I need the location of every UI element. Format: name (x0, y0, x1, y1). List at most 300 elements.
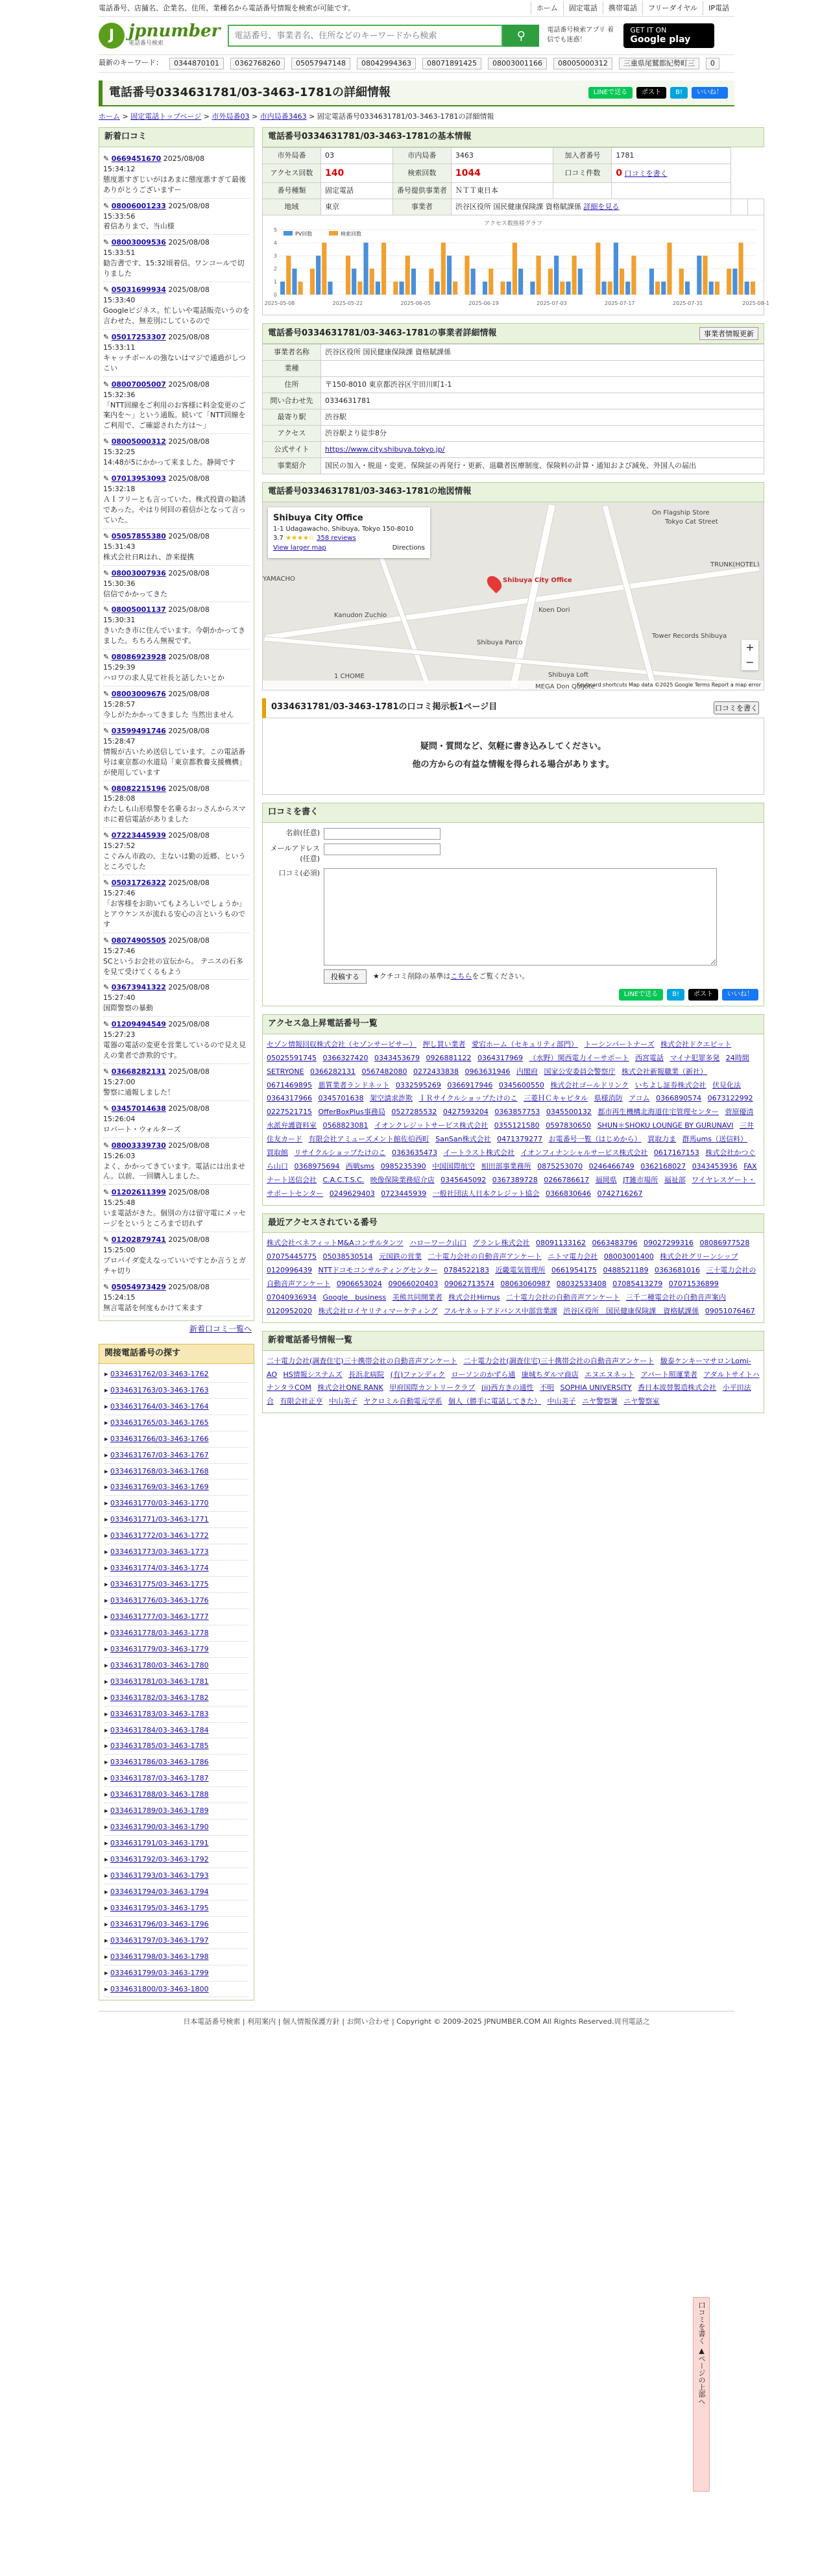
comment-icon: ✎ (103, 690, 112, 698)
link-list-item[interactable]: ニトマ電力会社 (548, 1252, 598, 1261)
related-number-link[interactable]: 0334631791/03-3463-1791 (110, 1839, 209, 1848)
comment-number-link[interactable]: 08005001137 (111, 605, 166, 614)
link-list-item[interactable]: 株式会社ロイヤリティマーケティング (318, 1306, 438, 1315)
link-list-item[interactable]: 0568823081 (322, 1121, 368, 1130)
business-value: 0334631781 (321, 393, 764, 409)
link-list-item[interactable]: 08003001400 (603, 1252, 654, 1261)
link-list-item[interactable]: 駿泰ケンキーマサロンLomi-AO (267, 1356, 751, 1379)
chart-bar (572, 256, 577, 295)
link-list-item[interactable]: 三菱ＨＣキャピタル (524, 1094, 588, 1103)
link-list-item[interactable]: 二十電力会社(調査住宅)三十携帯会社の自動音声アンケート (463, 1356, 655, 1365)
link-list-item[interactable]: OfferBoxPlus事務局 (318, 1108, 385, 1117)
link-list-item[interactable]: 0906653024 (336, 1280, 382, 1289)
link-list-item[interactable]: ハローワーク山口 (409, 1239, 467, 1248)
link-list-item[interactable]: エヌエヌネット (585, 1370, 635, 1379)
related-number-link[interactable]: 0334631779/03-3463-1779 (110, 1644, 209, 1653)
related-number-link[interactable]: 0334631776/03-3463-1776 (110, 1596, 209, 1605)
link-list-item[interactable]: 0784522183 (443, 1266, 489, 1275)
view-larger-map-link[interactable]: View larger map (273, 544, 326, 552)
link-list-item[interactable]: 0471379277 (497, 1135, 543, 1144)
related-number-item (104, 1836, 248, 1852)
link-list-item[interactable]: 05025591745 (267, 1053, 317, 1062)
comment-number-link[interactable]: 03599491746 (111, 726, 166, 735)
link-list-item[interactable]: 0345645092 (441, 1175, 487, 1184)
comment-number-link[interactable]: 07013953093 (111, 474, 166, 483)
link-list-item[interactable]: 07085413279 (612, 1280, 663, 1289)
comment-time: 15:28:57 (103, 699, 136, 709)
comment-number-link[interactable]: 08003339730 (111, 1141, 166, 1150)
directions-link[interactable]: Directions (392, 544, 425, 552)
related-number-item (104, 1625, 248, 1642)
comment-number-link[interactable]: 08003009536 (111, 238, 166, 247)
top-nav-item[interactable]: フリーダイヤル (642, 1, 703, 16)
zoom-out-icon[interactable]: − (745, 656, 755, 669)
link-list-item[interactable]: アパート照運業者 (640, 1370, 697, 1379)
link-list-item[interactable]: 0345500132 (546, 1108, 592, 1117)
link-list-item[interactable]: 不明 (540, 1383, 555, 1392)
related-number-link[interactable]: 0334631798/03-3463-1798 (110, 1952, 209, 1961)
link-list-item[interactable]: 三井住友カード (267, 1121, 754, 1144)
related-number-link[interactable]: 0334631766/03-3463-1766 (110, 1434, 209, 1443)
link-list-item[interactable]: 映像保険業務紹介店 (370, 1175, 435, 1184)
email-input[interactable] (324, 844, 441, 855)
link-list-item[interactable]: JT雑市場所 (623, 1175, 658, 1184)
link-list-item[interactable]: 0673122992 (707, 1094, 753, 1103)
link-list-item[interactable]: 福岡県 (595, 1175, 617, 1184)
related-number-link[interactable]: 0334631773/03-3463-1773 (110, 1548, 209, 1557)
link-list-item[interactable]: 三千二種電会社の自動音声案内 (625, 1293, 726, 1302)
link-list-item[interactable]: 0875253070 (537, 1161, 583, 1171)
related-number-link[interactable]: 0334631781/03-3463-1781 (110, 1677, 209, 1686)
link-list-item[interactable]: 0367389728 (492, 1175, 538, 1184)
link-list-item[interactable]: 0246466749 (588, 1161, 634, 1171)
link-list-item[interactable]: 買取力ま (647, 1135, 677, 1144)
related-number-link[interactable]: 0334631763/03-3463-1763 (110, 1385, 209, 1394)
link-list-item[interactable]: SHUN＊SHOKU LOUNGE BY GURUNAVI (597, 1121, 734, 1130)
link-list-item[interactable]: FAXナート送信会社 (267, 1161, 757, 1184)
related-number-link[interactable]: 0334631775/03-3463-1775 (110, 1580, 209, 1589)
site-logo[interactable] (99, 23, 220, 49)
link-list-item[interactable]: 株式会社グリーンシップ (660, 1252, 738, 1261)
link-list-item[interactable]: 0362168027 (640, 1161, 686, 1171)
search-input[interactable] (228, 25, 503, 47)
comment-number-link[interactable]: 08074905505 (111, 936, 166, 945)
link-list-item[interactable]: 株式会社ドクエビット (660, 1039, 732, 1049)
map-zoom-controls[interactable] (742, 640, 758, 670)
link-list-item[interactable]: 渋谷区役所 国民健康保険課 資格賦課係 (563, 1306, 699, 1315)
link-list-item[interactable]: 長浜北病院 (348, 1370, 385, 1379)
related-number-link[interactable]: 0334631769/03-3463-1769 (110, 1483, 209, 1492)
deletion-policy-link[interactable]: こちら (450, 971, 472, 980)
comment-text: 信信でかかってきた (103, 589, 167, 598)
related-number-link[interactable]: 0334631782/03-3463-1782 (110, 1693, 209, 1702)
link-list-item[interactable]: 0343453936 (692, 1161, 738, 1171)
link-list-item[interactable]: 08032533408 (556, 1280, 607, 1289)
related-number-link[interactable]: 0334631786/03-3463-1786 (110, 1758, 209, 1767)
link-list-item[interactable]: ニヤ警察署 (582, 1397, 618, 1406)
official-site-link[interactable]: https://www.city.shibuya.tokyo.jp/ (325, 444, 445, 454)
link-list-item[interactable]: ワイヤレスゲート・サポートセンター (267, 1175, 756, 1198)
link-list-item[interactable]: 0488521189 (603, 1266, 649, 1275)
link-list-item[interactable]: 0120952020 (267, 1306, 312, 1315)
google-map[interactable] (262, 502, 764, 690)
link-list-item[interactable]: Google business (322, 1293, 387, 1302)
chart-bar (530, 282, 535, 295)
link-list-item[interactable]: リサイクルショップたけのこ (294, 1148, 386, 1158)
comment-item (103, 933, 250, 980)
comment-number-link[interactable]: 05031699934 (111, 286, 166, 295)
info-key: 口コミ件数 (553, 164, 612, 182)
link-list-item[interactable]: セゾン情報回収株式会社（セゾンサービサー） (267, 1039, 416, 1049)
link-list-item[interactable]: 株式会社ベネフィットM&Aコンサルタンツ (267, 1239, 404, 1248)
chart-bar (745, 282, 749, 295)
link-list-item[interactable]: 09051076467 (705, 1306, 755, 1315)
comment-number-link[interactable]: 01209494549 (111, 1020, 166, 1029)
link-list-item[interactable]: 0363635473 (391, 1148, 437, 1158)
basic-info-table (262, 147, 764, 215)
link-list-item[interactable]: 株式会社Hirnus (448, 1293, 500, 1302)
link-list-item[interactable]: 0985235390 (380, 1161, 426, 1171)
link-list-item[interactable]: アダルトサイトハナンタラCOM (267, 1370, 760, 1392)
link-list-item[interactable]: 香日本波替製造株式会社 (638, 1383, 717, 1392)
comment-text: ハロワの求人見て社長と話したいとか (103, 674, 224, 683)
link-list-item[interactable]: 09062713574 (444, 1280, 494, 1289)
comment-number-link[interactable]: 08086923928 (111, 653, 166, 662)
map-pin-icon[interactable] (484, 573, 504, 593)
comment-number-link[interactable]: 03457014638 (111, 1104, 166, 1113)
link-list-item[interactable]: 二十電力会社(調査住宅)三十携帯会社の自動音声アンケート (267, 1356, 457, 1365)
related-number-link[interactable]: 0334631777/03-3463-1777 (110, 1612, 209, 1621)
reviews-link[interactable]: 358 reviews (317, 535, 356, 542)
comment-date: 2025/08/08 (165, 983, 210, 992)
link-list-item[interactable]: 株式会社ONE RANK (317, 1383, 383, 1392)
comment-item (103, 687, 250, 723)
link-list-item[interactable]: 株式会社新報職業（新社） (622, 1067, 708, 1076)
comment-time: 15:33:51 (103, 249, 136, 258)
link-list-item[interactable]: 0368975694 (294, 1161, 340, 1171)
link-list-item[interactable]: ＩＲサイクルショップたけのこ (418, 1094, 518, 1103)
related-number-link[interactable]: 0334631785/03-3463-1785 (110, 1742, 209, 1751)
link-list-item[interactable]: 押し買い業者 (422, 1039, 466, 1049)
link-list-item[interactable]: 09066020403 (388, 1280, 439, 1289)
related-number-link[interactable]: 0334631784/03-3463-1784 (110, 1725, 209, 1734)
zoom-in-icon[interactable]: + (745, 641, 755, 654)
related-number-link[interactable]: 0334631788/03-3463-1788 (110, 1790, 209, 1799)
link-list-item[interactable]: 08063060987 (500, 1280, 551, 1289)
related-number-link[interactable]: 0334631787/03-3463-1787 (110, 1774, 209, 1783)
link-list-item[interactable]: 三十電力会社の自動音声アンケート (267, 1266, 756, 1289)
link-list-item[interactable]: 0343453679 (374, 1053, 420, 1062)
search-button[interactable] (503, 25, 539, 47)
comment-number-link[interactable]: 07223445939 (111, 831, 166, 840)
link-list-item[interactable]: 株式会社かつぐら山口 (267, 1148, 756, 1171)
keyword-item[interactable]: 08042994363 (357, 58, 416, 69)
link-list-item[interactable]: 07040936934 (267, 1293, 317, 1302)
link-list-item[interactable]: 0723445939 (381, 1189, 427, 1198)
link-list-item[interactable]: 近畿電気管理所 (495, 1266, 546, 1275)
keyword-item[interactable]: 0362768260 (230, 58, 285, 69)
keyword-item[interactable]: 08005000312 (553, 58, 612, 69)
link-list-item[interactable]: 菅原優清水派弁護資料室 (267, 1108, 754, 1130)
comment-number-link[interactable]: 0669451670 (111, 154, 162, 163)
link-list-item[interactable]: 0671469895 (267, 1080, 312, 1089)
link-list-panel (262, 1014, 764, 1206)
comment-number-link[interactable]: 03668282131 (111, 1067, 166, 1076)
update-business-button[interactable]: 事業者情報更新 (699, 327, 758, 340)
link-list-item[interactable]: SOPHIA UNIVERSITY (560, 1383, 632, 1392)
related-number-link[interactable]: 0334631778/03-3463-1778 (110, 1628, 209, 1637)
link-list-item[interactable]: 相田部事業務所 (481, 1161, 531, 1171)
related-number-link[interactable]: 0334631790/03-3463-1790 (110, 1823, 209, 1832)
detail-link[interactable]: 詳細を見る (583, 202, 620, 211)
breadcrumb-item[interactable]: 固定電話トップページ (130, 112, 202, 121)
link-list-item[interactable]: 0661954175 (551, 1266, 597, 1275)
link-list-item[interactable]: 0427593204 (442, 1108, 489, 1117)
line-share-button[interactable]: LINEで送る (619, 989, 663, 1001)
link-list-item[interactable]: SanSan株式会社 (435, 1135, 491, 1144)
link-list-item[interactable]: 内閣府 (516, 1067, 538, 1076)
link-list-item[interactable]: 0617167153 (653, 1148, 699, 1158)
related-number-link[interactable]: 0334631770/03-3463-1770 (110, 1499, 209, 1508)
related-number-link[interactable]: 0334631768/03-3463-1768 (110, 1466, 209, 1476)
link-list-item[interactable]: 0120996439 (267, 1266, 312, 1275)
related-number-link[interactable]: 0334631796/03-3463-1796 (110, 1919, 209, 1928)
top-bar (99, 0, 734, 17)
link-list-item[interactable]: 0332595269 (395, 1080, 441, 1089)
link-list-item[interactable]: 09027299316 (643, 1239, 694, 1248)
link-list-item[interactable]: 中山美子 (547, 1397, 576, 1406)
related-number-link[interactable]: 0334631793/03-3463-1793 (110, 1871, 209, 1880)
related-number-link[interactable]: 0334631774/03-3463-1774 (110, 1564, 209, 1573)
link-list-item[interactable]: (ii)西方きの通性 (481, 1383, 534, 1392)
comment-number-link[interactable]: 01202879741 (111, 1235, 166, 1245)
submit-button[interactable]: 投稿する (324, 969, 367, 984)
link-list-item[interactable]: トーシンパートナーズ (584, 1039, 655, 1049)
map-pin-label: Shibuya City Office (503, 576, 572, 584)
link-list-item[interactable]: 0366282131 (310, 1067, 356, 1076)
facebook-like-button[interactable]: いいね！ (692, 87, 728, 99)
link-list-item[interactable]: 0742716267 (597, 1189, 643, 1198)
link-list-item[interactable]: 西戦sms (346, 1161, 375, 1171)
related-number-item (104, 1399, 248, 1415)
related-number-link[interactable]: 0334631794/03-3463-1794 (110, 1887, 209, 1896)
link-list-item[interactable]: 0366917946 (447, 1080, 493, 1089)
link-list-item[interactable]: 架空請求詐欺 (370, 1094, 413, 1103)
link-list-item[interactable]: 0272433838 (413, 1067, 459, 1076)
review-textarea[interactable] (324, 868, 717, 966)
link-list-item[interactable]: 0355121580 (494, 1121, 540, 1130)
link-list-item[interactable]: 08086977528 (699, 1239, 750, 1248)
write-review-link[interactable]: 口コミを書く (624, 169, 668, 178)
link-list-item[interactable]: 07075445775 (267, 1252, 317, 1261)
related-number-item (104, 1933, 248, 1949)
top-nav-item[interactable]: 固定電話 (563, 1, 603, 16)
link-list-item[interactable]: 0366830646 (545, 1189, 591, 1198)
link-list-item[interactable]: 美熊共同開業者 (392, 1293, 442, 1302)
comment-number-link[interactable]: 08006001233 (111, 201, 166, 210)
link-list-item[interactable]: 買取館 (267, 1148, 288, 1158)
comment-number-link[interactable]: 01202611399 (111, 1188, 166, 1197)
comment-number-link[interactable]: 05057855380 (111, 531, 166, 541)
link-list-item[interactable]: 県様消防 (594, 1094, 623, 1103)
keyword-item[interactable]: 三重県尾鷲都紀勢町三 (619, 58, 699, 69)
comment-number-link[interactable]: 03673941322 (111, 983, 166, 992)
link-list-item[interactable]: 株式会社ゴールドリンク (550, 1080, 629, 1089)
link-list-item[interactable]: 元国鉄の営業 (378, 1252, 422, 1261)
link-list-item[interactable]: 05038530514 (322, 1252, 373, 1261)
link-list-item[interactable]: 0527285532 (391, 1108, 437, 1117)
link-list-item[interactable]: 国家公安委員会警察庁 (544, 1067, 616, 1076)
x-post-button[interactable]: ポスト (636, 87, 666, 99)
top-nav-item[interactable]: ホーム (531, 1, 563, 16)
facebook-like-button[interactable]: いいね！ (722, 989, 758, 1001)
related-number-link[interactable]: 0334631797/03-3463-1797 (110, 1936, 209, 1945)
comment-number-link[interactable]: 05054973429 (111, 1282, 166, 1291)
link-list-item[interactable]: マイナ犯罪多発 (670, 1053, 720, 1062)
comment-number-link[interactable]: 05017253307 (111, 332, 166, 341)
name-input[interactable] (324, 828, 441, 840)
hatena-button[interactable]: B! (670, 87, 688, 99)
link-list-item[interactable]: アコム (629, 1094, 650, 1103)
link-list-item[interactable]: 0363857753 (494, 1108, 540, 1117)
related-number-link[interactable]: 0334631799/03-3463-1799 (110, 1968, 209, 1977)
link-list-item[interactable]: 0597830650 (546, 1121, 592, 1130)
keyword-item[interactable]: 0344870101 (169, 58, 224, 69)
keyword-item[interactable]: 08003001166 (488, 58, 547, 69)
link-list-item[interactable]: 0963631946 (465, 1067, 511, 1076)
link-list-item[interactable]: イオンクレジットサービス株式会社 (374, 1121, 489, 1130)
keyword-item[interactable]: 0 (706, 58, 719, 69)
link-list-item[interactable]: 愛宕ホーム（セキュリティ部門） (472, 1039, 578, 1049)
link-list-item[interactable]: 福祉部 (664, 1175, 686, 1184)
link-list-item[interactable]: 康城ちダルマ商店 (521, 1370, 579, 1379)
link-list-item[interactable]: お電番号一覧（はじめから） (548, 1135, 642, 1144)
line-share-button[interactable]: LINEで送る (588, 87, 633, 99)
related-number-link[interactable]: 0334631772/03-3463-1772 (110, 1531, 209, 1540)
link-list-item[interactable]: 07071536899 (668, 1280, 719, 1289)
link-list-item[interactable]: 一般社団法人日本クレジット協会 (432, 1189, 540, 1198)
link-list-item[interactable]: 0364317969 (477, 1053, 523, 1062)
link-list-item[interactable]: ローソンのかずら通 (451, 1370, 516, 1379)
link-list-item[interactable]: グランレ株式会社 (472, 1239, 530, 1248)
related-number-link[interactable]: 0334631800/03-3463-1800 (110, 1984, 209, 1993)
link-list-item[interactable]: 甲府国際カントリークラブ (389, 1383, 476, 1392)
list-bullet-icon: ▸ (104, 1774, 111, 1783)
comment-number-link[interactable]: 08082215196 (111, 784, 166, 793)
link-list-item[interactable]: 二十電力会社の自動音声アンケート (506, 1293, 620, 1302)
hatena-button[interactable]: B! (667, 989, 684, 1001)
comment-number-link[interactable]: 08003009676 (111, 690, 166, 698)
x-tick-label: 2025-05-08 (264, 300, 295, 306)
link-list-item[interactable]: 0926881122 (426, 1053, 472, 1062)
link-list-item[interactable]: 個人（勝手に電話してきた） (448, 1397, 541, 1406)
link-list-item[interactable]: 0266786617 (544, 1175, 590, 1184)
link-list-item[interactable]: 0249629403 (329, 1189, 375, 1198)
link-list-item[interactable]: フルヤネットアドバンス中部営業課 (444, 1306, 557, 1315)
related-number-link[interactable]: 0334631792/03-3463-1792 (110, 1855, 209, 1864)
comment-number-link[interactable]: 05031726322 (111, 879, 166, 887)
related-number-link[interactable]: 0334631764/03-3463-1764 (110, 1402, 209, 1411)
link-list-item[interactable]: 西宮電話 (634, 1053, 664, 1062)
related-number-link[interactable]: 0334631783/03-3463-1783 (110, 1709, 209, 1718)
link-list-item[interactable]: ニヤ警察室 (623, 1397, 660, 1406)
link-list-item[interactable]: ヤクロミル自動電元学系 (363, 1397, 442, 1406)
breadcrumb-item: 固定電話番号0334631781/03-3463-1781の詳細情報 (317, 112, 494, 121)
link-list-item[interactable]: 0227521715 (267, 1108, 312, 1117)
chart-bar (453, 282, 457, 295)
review-form (262, 823, 764, 1006)
link-list-item[interactable]: 0663483796 (592, 1239, 638, 1248)
link-list-item[interactable]: 0366327420 (322, 1053, 368, 1062)
related-number-link[interactable]: 0334631762/03-3463-1762 (110, 1369, 209, 1378)
related-number-link[interactable]: 0334631767/03-3463-1767 (110, 1450, 209, 1459)
x-post-button[interactable]: ポスト (688, 989, 718, 1001)
link-list-title: アクセス急上昇電話番号一覧 (268, 1019, 378, 1029)
link-list-item[interactable]: 08091133162 (535, 1239, 586, 1248)
main-content (262, 127, 769, 2001)
link-list-item[interactable]: 0363681016 (654, 1266, 700, 1275)
link-list-item[interactable]: 有限会社アミューズメント館佐伯西町 (308, 1135, 429, 1144)
link-list-item[interactable]: イートラスト株式会社 (443, 1148, 515, 1158)
link-list-item[interactable]: 0345701638 (318, 1094, 364, 1103)
comment-time: 15:29:39 (103, 663, 136, 672)
link-list-item[interactable]: 中国国際航空 (432, 1161, 476, 1171)
link-list-item[interactable]: (有)ファンディク (390, 1370, 446, 1379)
related-number-link[interactable]: 0334631771/03-3463-1771 (110, 1515, 209, 1524)
link-list-item[interactable]: NTTドコモコンサルティングセンター (318, 1266, 438, 1275)
more-comments-link[interactable]: 新着口コミ一覧へ (189, 1324, 252, 1333)
link-list-item[interactable]: 0364317966 (267, 1094, 312, 1103)
link-list-item[interactable]: イオンフィナンシャルサービス株式会社 (520, 1148, 648, 1158)
link-list-item[interactable]: 群馬ums（送信料） (682, 1135, 748, 1144)
link-list-item[interactable]: 都市再生機構北海道住宅管理センター (598, 1108, 719, 1117)
comment-number-link[interactable]: 08007005007 (111, 380, 166, 389)
breadcrumb-item[interactable]: ホーム (99, 112, 120, 121)
link-list-item[interactable]: いちよし証券株式会社 (634, 1080, 706, 1089)
comment-icon: ✎ (103, 1067, 112, 1076)
keyword-item[interactable]: 05057947148 (291, 58, 350, 69)
info-key: 検索回数 (392, 164, 451, 182)
breadcrumb-item[interactable]: 市内局番3463 (260, 112, 307, 121)
related-number-link[interactable]: 0334631789/03-3463-1789 (110, 1806, 209, 1816)
link-list-item[interactable]: 小平田法合 (267, 1383, 751, 1406)
link-list-item[interactable]: 悪質業者ランドネット (318, 1080, 390, 1089)
top-nav-item[interactable]: 携帯電話 (603, 1, 642, 16)
comment-number-link[interactable]: 08003007936 (111, 568, 166, 577)
floating-nav[interactable]: 口コミを書く ▲ページの上部へ (693, 2297, 710, 2492)
related-number-link[interactable]: 0334631780/03-3463-1780 (110, 1660, 209, 1670)
link-list-item[interactable]: 0345600550 (498, 1080, 544, 1089)
related-number-link[interactable]: 0334631795/03-3463-1795 (110, 1903, 209, 1912)
google-play-badge[interactable] (623, 23, 714, 48)
link-list-item[interactable]: C.A.C.T.S.C. (322, 1175, 365, 1184)
link-list-item[interactable]: 二十電力会社の自動音声アンケート (428, 1252, 542, 1261)
link-list-item[interactable]: （水野）関西電力イーサポート (529, 1053, 629, 1062)
link-list-item[interactable]: 0567482080 (361, 1067, 407, 1076)
link-list-item[interactable]: 有限会社正亨 (280, 1397, 323, 1406)
breadcrumb-item[interactable]: 市外局番03 (211, 112, 250, 121)
link-list-item[interactable]: HS情報システムズ (283, 1370, 343, 1379)
write-review-button[interactable]: 口コミを書く (714, 701, 759, 714)
related-number-link[interactable]: 0334631765/03-3463-1765 (110, 1418, 209, 1427)
link-list-item[interactable]: 中山美子 (329, 1397, 357, 1406)
top-nav-item[interactable]: IP電話 (703, 1, 734, 16)
comment-number-link[interactable]: 08005000312 (111, 437, 166, 446)
link-list-item[interactable]: 伏見化法 (712, 1080, 741, 1089)
link-list-item[interactable]: 24時間SETRYONE (267, 1053, 749, 1076)
keyword-item[interactable]: 08071891425 (422, 58, 481, 69)
link-list-item[interactable]: 0366890574 (656, 1094, 702, 1103)
